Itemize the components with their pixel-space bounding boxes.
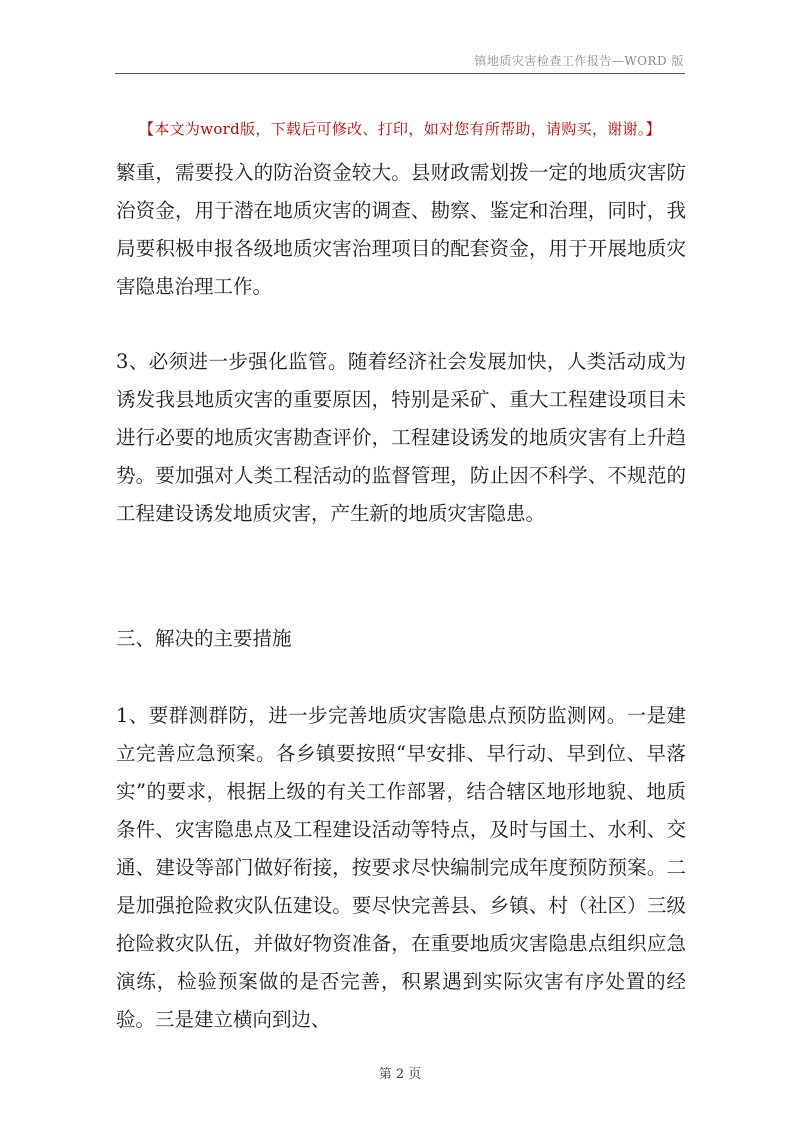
paragraph-supervision: 3、必须进一步强化监管。随着经济社会发展加快，人类活动成为诱发我县地质灾害的重要原因，特别是采矿、重大工程建设项目未进行必要的地质灾害勘查评价，工程建设诱发的地质灾害有上升趋势。要加强对人类工程活动的监督管理，防止因不科学、不规范的工程建设诱发地质灾害，产生新的地质灾害隐患。 bbox=[116, 350, 686, 525]
download-notice: 【本文为word版，下载后可修改、打印，如对您有所帮助，请购买，谢谢。】 bbox=[139, 120, 661, 138]
header-divider bbox=[115, 73, 685, 74]
paragraph-monitoring-network: 1、要群测群防，进一步完善地质灾害隐患点预防监测网。一是建立完善应急预案。各乡镇要按照“早安排、早行动、早到位、早落实”的要求，根据上级的有关工作部署，结合辖区地形地貌、地质条件、灾害隐患点及工程建设活动等特点，及时与国土、水利、交通、建设等部门做好衔接，按要求尽快编制完成年度预防预案。二是加强抢险救灾队伍建设。要尽快完善县、乡镇、村（社区）三级抢险救灾队伍，并做好物资准备，在重要地质灾害隐患点组织应急演练，检验预案做的是否完善，积累遇到实际灾害有序处置的经验。三是建立横向到边、 bbox=[116, 704, 686, 1031]
section-heading-measures: 三、解决的主要措施 bbox=[116, 627, 292, 650]
page-number: 第 2 页 bbox=[378, 1067, 422, 1082]
paragraph-funding: 繁重，需要投入的防治资金较大。县财政需划拨一定的地质灾害防治资金，用于潜在地质灾害的调查、勘察、鉴定和治理，同时，我局要积极申报各级地质灾害治理项目的配套资金，用于开展地质灾害隐患治理工作。 bbox=[116, 161, 686, 298]
header-title: 镇地质灾害检查工作报告—WORD 版 bbox=[474, 54, 684, 68]
